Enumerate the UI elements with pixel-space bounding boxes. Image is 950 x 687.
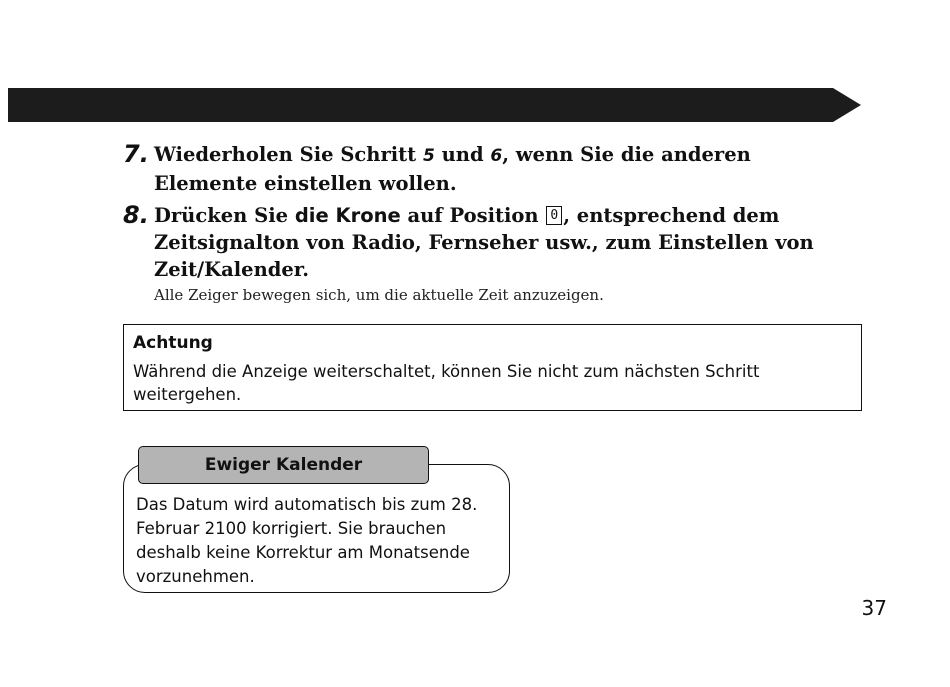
step-7	[123, 141, 843, 197]
caution-title: Achtung	[133, 333, 213, 353]
calendar-note-body: Das Datum wird automatisch bis zum 28. Februar 2100 korrigiert. Sie brauchen deshalb keine Korrektur am Monatsende vorzunehmen.	[136, 495, 478, 586]
step-number: 8.	[123, 201, 149, 229]
crown-label: die Krone	[294, 204, 401, 227]
crown-position-box: 0	[546, 206, 562, 225]
calendar-note-title: Ewiger Kalender	[138, 446, 429, 484]
step-text: Wiederholen Sie Schritt 5 und 6, wenn Sie die anderen Elemente einstellen wollen.	[154, 143, 751, 195]
caution-body: Während die Anzeige weiterschaltet, können Sie nicht zum nächsten Schritt weitergehen.	[133, 362, 760, 404]
page-number: 37	[861, 596, 887, 620]
step-text: Drücken Sie die Krone auf Position 0 , entsprechend dem Zeitsignalton von Radio, Fernseher usw., zum Einstellen von Zeit/Kalender.	[154, 204, 814, 281]
step-8	[123, 202, 843, 283]
perpetual-calendar-note	[123, 446, 511, 594]
step-reference: 6	[490, 146, 503, 166]
step-number: 7.	[123, 140, 149, 168]
caution-box	[123, 324, 862, 411]
step-8-note: Alle Zeiger bewegen sich, um die aktuelle Zeit anzuzeigen.	[154, 286, 604, 304]
section-header-banner	[8, 88, 861, 122]
step-reference: 5	[422, 146, 435, 166]
